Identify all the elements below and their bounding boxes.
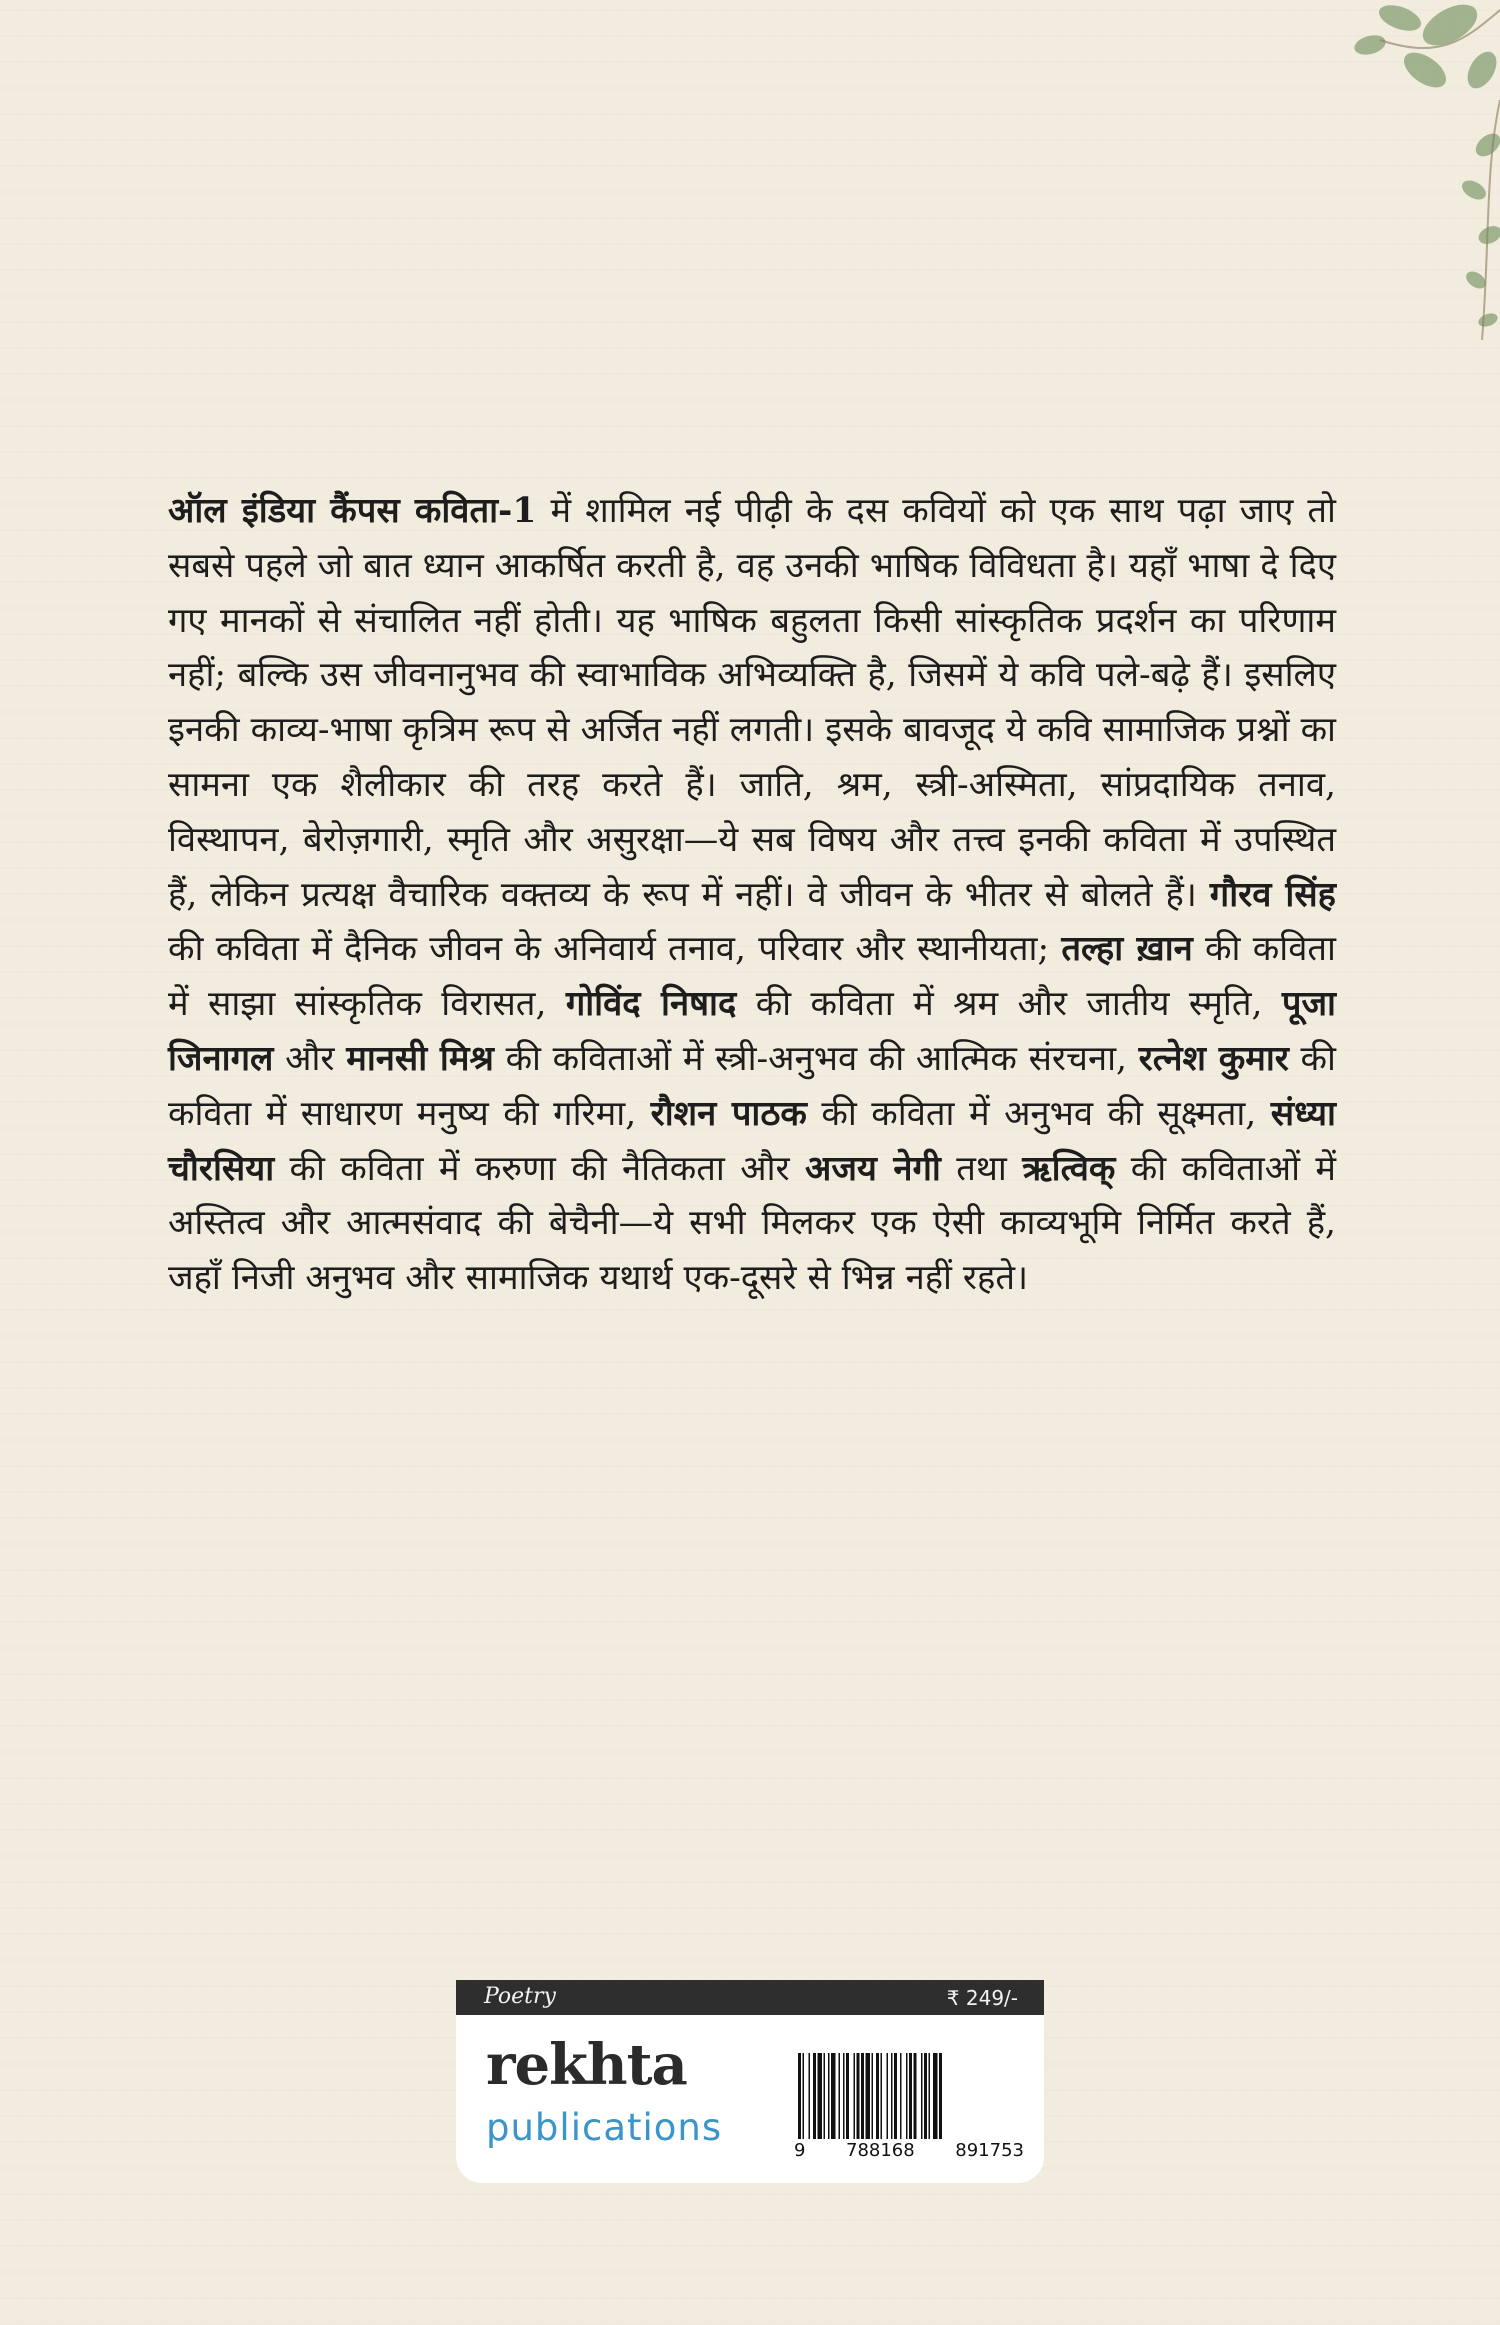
isbn-number	[794, 2140, 1024, 2161]
poet-name: गौरव सिंह	[1209, 874, 1336, 915]
isbn-part: 9	[794, 2140, 806, 2161]
genre-price-strip	[456, 1980, 1044, 2015]
poet-name: गोविंद निषाद	[565, 984, 737, 1025]
poet-name: रत्नेश कुमार	[1138, 1038, 1289, 1079]
blurb-text: की कविता में श्रम और जातीय स्मृति,	[736, 984, 1282, 1025]
blurb-text: में शामिल नई पीढ़ी के दस कवियों को एक साथ पढ़ा जाए तो सबसे पहले जो बात ध्यान आकर्षित करती है, वह उनकी भाषिक विविधता है। यहाँ भाषा दे दिए गए मानकों से संचालित नहीं होती। यह भाषिक बहुलता किसी सांस्कृतिक प्रदर्शन का परिणाम नहीं; बल्कि उस जीवनानुभव की स्वाभाविक अभिव्यक्ति है, जिसमें ये कवि पले-बढ़े हैं। इसलिए इनकी काव्य-भाषा कृत्रिम रूप से अर्जित नहीं लगती। इसके बावजूद ये कवि सामाजिक प्रश्नों का सामना एक शैलीकार की तरह करते हैं। जाति, श्रम, स्त्री-अस्मिता, सांप्रदायिक तनाव, विस्थापन, बेरोज़गारी, स्मृति और असुरक्षा—ये सब विषय और तत्त्व इनकी कविता में उपस्थित हैं, लेकिन प्रत्यक्ष वैचारिक वक्तव्य के रूप में नहीं। वे जीवन के भीतर से बोलते हैं।	[168, 491, 1336, 915]
isbn-part: 788168	[846, 2140, 915, 2161]
barcode-icon	[794, 2053, 1024, 2149]
blurb-paragraph	[168, 484, 1336, 1306]
blurb-text: की कविता में साझा सांस्कृतिक विरासत,	[168, 929, 1336, 1025]
poet-name: अजय नेगी	[804, 1148, 941, 1189]
poet-name: संध्या चौरसिया	[168, 1093, 1336, 1189]
blurb-text: और	[273, 1038, 347, 1079]
poet-name: ऋत्विक्	[1022, 1148, 1116, 1189]
blurb-text: की कविता में करुणा की नैतिकता और	[274, 1148, 805, 1189]
isbn-part: 891753	[955, 2140, 1024, 2161]
eucalyptus-leaves-icon	[1250, 0, 1500, 360]
blurb-text: की कविता में साधारण मनुष्य की गरिमा,	[168, 1038, 1336, 1134]
publisher-info-box	[456, 1980, 1044, 2183]
blurb-text: की कविता में दैनिक जीवन के अनिवार्य तनाव, परिवार और स्थानीयता;	[168, 929, 1062, 970]
poet-name: मानसी मिश्र	[346, 1038, 494, 1079]
poet-name: रौशन पाठक	[650, 1093, 807, 1134]
publisher-logo-wordmark: rekhta	[486, 2032, 687, 2098]
blurb-text: की कविताओं में स्त्री-अनुभव की आत्मिक संरचना,	[493, 1038, 1139, 1079]
price-label: ₹ 249/-	[946, 1986, 1018, 2010]
genre-label: Poetry	[484, 1984, 556, 2009]
blurb-text: की कविताओं में अस्तित्व और आत्मसंवाद की बेचैनी—ये सभी मिलकर एक ऐसी काव्यभूमि निर्मित करते हैं, जहाँ निजी अनुभव और सामाजिक यथार्थ एक-दूसरे से भिन्न नहीं रहते।	[168, 1148, 1336, 1299]
blurb-text: तथा	[940, 1148, 1023, 1189]
blurb-text: की कविता में अनुभव की सूक्ष्मता,	[806, 1093, 1271, 1134]
publisher-logo-subtitle: publications	[486, 2106, 723, 2149]
poet-name: तल्हा ख़ान	[1061, 929, 1193, 970]
anthology-title: ऑल इंडिया कैंपस कविता-1	[168, 491, 537, 531]
poet-name: पूजा जिनागल	[168, 984, 1336, 1079]
